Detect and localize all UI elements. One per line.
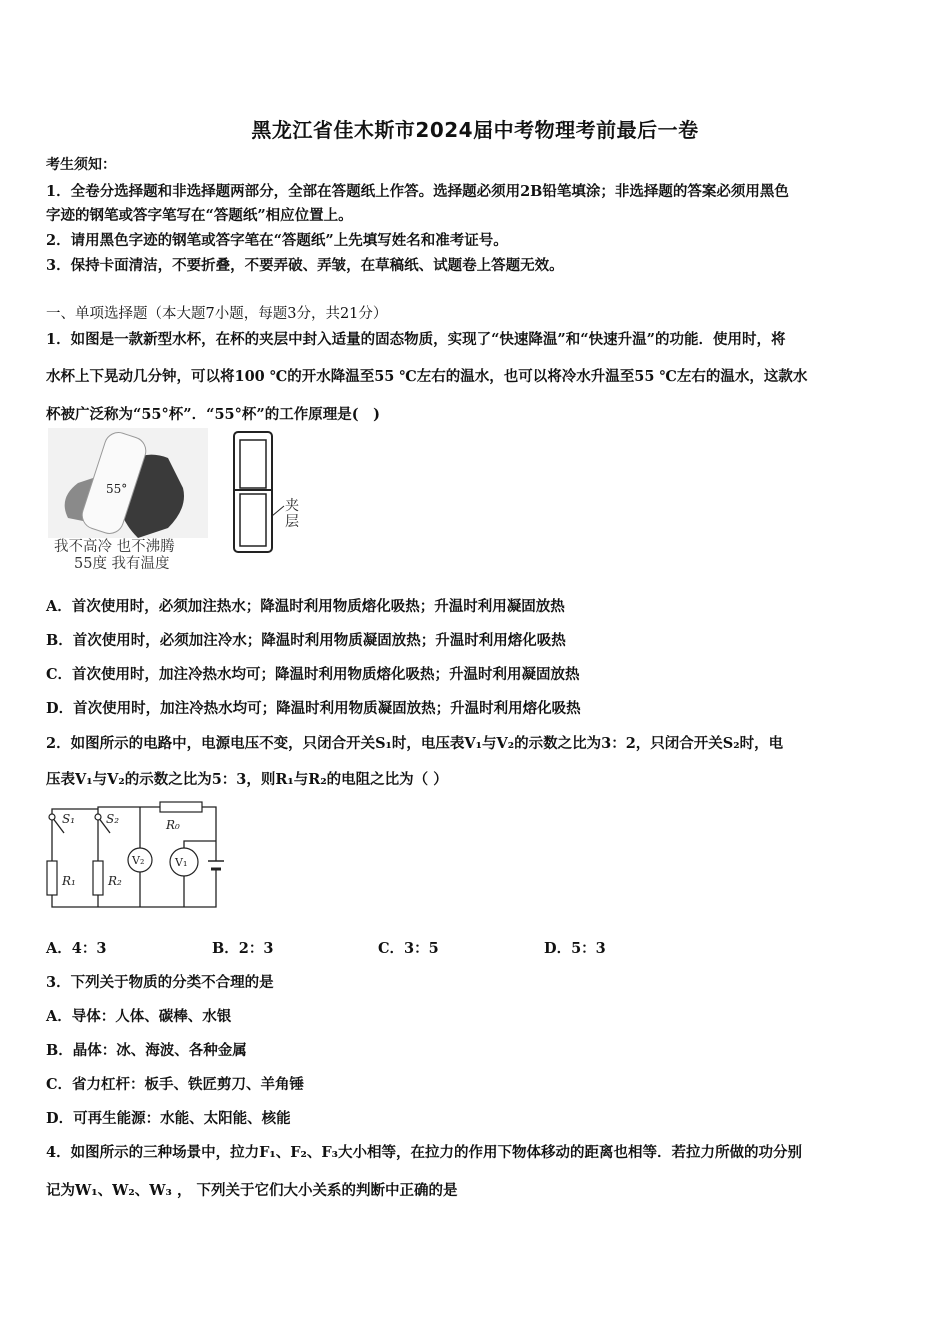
notice-item: 字迹的钢笔或答字笔写在“答题纸”相应位置上。 xyxy=(46,207,353,224)
r1-label: R₁ xyxy=(62,874,76,888)
r0-resistor xyxy=(160,802,202,812)
question-2-stem: 2．如图所示的电路中，电源电压不变，只闭合开关S₁时，电压表V₁与V₂的示数之比为3：2，只闭合开关S₂时，电 xyxy=(46,735,784,752)
r0-label: R₀ xyxy=(166,818,180,832)
notice-heading: 考生须知： xyxy=(46,157,116,173)
notice-item: 3．保持卡面清洁，不要折叠，不要弄破、弄皱，在草稿纸、试题卷上答题无效。 xyxy=(46,257,564,274)
question-2-option-c: C．3：5 xyxy=(378,940,439,957)
cup-cross-section-figure xyxy=(228,428,308,556)
question-1-option-a: A．首次使用时，必须加注热水；降温时利用物质熔化吸热；升温时利用凝固放热 xyxy=(46,598,565,615)
r1-resistor xyxy=(47,861,57,895)
question-3-option-a: A．导体：人体、碳棒、水银 xyxy=(46,1008,232,1025)
notice-item: 2．请用黑色字迹的钢笔或答字笔在“答题纸”上先填写姓名和准考证号。 xyxy=(46,232,508,249)
cup-photo-figure xyxy=(48,428,208,571)
battery-symbol xyxy=(208,861,224,869)
question-1-stem: 水杯上下晃动几分钟，可以将100 ℃的开水降温至55 ℃左右的温水，也可以将冷水升温至55 ℃左右的温水，这款水 xyxy=(46,368,808,385)
cup-mark-label: 55° xyxy=(106,482,128,496)
question-1-option-d: D．首次使用时，加注冷热水均可；降温时利用物质凝固放热；升温时利用熔化吸热 xyxy=(46,700,581,717)
layer-label-1: 夹 xyxy=(285,498,299,514)
question-2-option-d: D．5：3 xyxy=(544,940,606,957)
r2-resistor xyxy=(93,861,103,895)
question-1-stem: 1．如图是一款新型水杯，在杯的夹层中封入适量的固态物质，实现了“快速降温”和“快速升温”的功能．使用时，将 xyxy=(46,331,786,348)
photo-caption-line1: 我不高冷 也不沸腾 xyxy=(54,539,175,555)
section-heading: 一、单项选择题（本大题7小题，每题3分，共21分） xyxy=(46,306,388,322)
question-2-options xyxy=(46,937,746,958)
notice-item: 1．全卷分选择题和非选择题两部分，全部在答题纸上作答。选择题必须用2B铅笔填涂；非选择题的答案必须用黑色 xyxy=(46,183,789,200)
question-1-stem: 杯被广泛称为“55°杯”．“55°杯”的工作原理是( ) xyxy=(46,406,380,423)
question-2-option-a: A．4：3 xyxy=(46,940,107,957)
question-2-option-b: B．2：3 xyxy=(212,940,274,957)
v1-label: V₁ xyxy=(175,856,188,869)
question-3-option-c: C．省力杠杆：板手、铁匠剪刀、羊角锤 xyxy=(46,1076,305,1093)
question-3-option-b: B．晶体：冰、海波、各种金属 xyxy=(46,1042,247,1059)
v2-label: V₂ xyxy=(132,854,145,867)
cup-inner-lower xyxy=(240,494,266,546)
page-title: 黑龙江省佳木斯市2024届中考物理考前最后一卷 xyxy=(251,118,699,142)
question-3-option-d: D．可再生能源：水能、太阳能、核能 xyxy=(46,1110,291,1127)
s2-label: S₂ xyxy=(106,812,120,826)
question-4-stem: 4．如图所示的三种场景中，拉力F₁、F₂、F₃大小相等，在拉力的作用下物体移动的距离也相等．若拉力所做的功分别 xyxy=(46,1144,803,1161)
photo-caption-line2: 55度 我有温度 xyxy=(74,556,170,571)
layer-label-2: 层 xyxy=(285,514,299,530)
question-2-stem: 压表V₁与V₂的示数之比为5：3，则R₁与R₂的电阻之比为（ ） xyxy=(46,771,448,788)
cup-inner-upper xyxy=(240,440,266,488)
circuit-diagram xyxy=(44,799,224,911)
s1-label: S₁ xyxy=(62,812,76,826)
r2-label: R₂ xyxy=(108,874,122,888)
question-1-option-c: C．首次使用时，加注冷热水均可；降温时利用物质熔化吸热；升温时利用凝固放热 xyxy=(46,666,580,683)
s2-switch-pivot xyxy=(95,814,101,820)
question-3-stem: 3．下列关于物质的分类不合理的是 xyxy=(46,974,274,991)
question-1-option-b: B．首次使用时，必须加注冷水；降温时利用物质凝固放热；升温时利用熔化吸热 xyxy=(46,632,566,649)
layer-pointer-line xyxy=(272,506,284,516)
question-4-stem: 记为W₁、W₂、W₃ ， 下列关于它们大小关系的判断中正确的是 xyxy=(46,1182,458,1199)
s1-switch-pivot xyxy=(49,814,55,820)
